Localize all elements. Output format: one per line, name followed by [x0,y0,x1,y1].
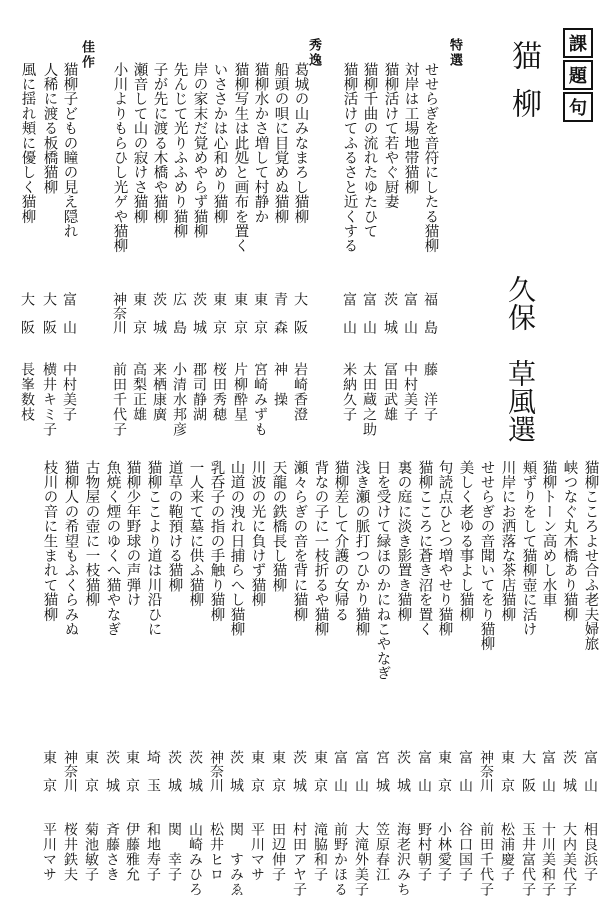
author-name: 平川マサ [41,822,57,882]
author-name: 藤 洋子 [422,362,438,422]
haiku-verse: 対岸は工場地帯猫柳 [402,62,419,195]
author-name: 大滝外美子 [353,822,369,897]
author-name: 郡司静湖 [191,362,207,422]
author-name: 神 操 [272,362,288,407]
author-name: 宮崎みずも [252,362,268,437]
author-name: 小林愛子 [436,822,452,882]
author-location: 東京 [124,750,140,806]
author-location: 大阪 [292,292,308,348]
haiku-verse: 乳呑子の指の手触り猫柳 [208,460,225,622]
author-name: 冨田武雄 [382,362,398,422]
author-location: 宮城 [374,750,390,806]
author-name: 高梨正雄 [131,362,147,422]
author-name: 滝脇和子 [312,822,328,882]
author-location: 大阪 [520,750,536,806]
haiku-verse: 船頭の唄に目覚めぬ猫柳 [272,62,289,224]
author-name: 田辺伸子 [270,822,286,882]
author-location: 東京 [436,750,452,806]
haiku-verse: 浅き瀬の脈打つひかり猫柳 [353,460,370,637]
author-location: 茨城 [291,750,307,806]
author-location: 東京 [211,292,227,348]
haiku-verse: 天龍の鉄橋長し猫柳 [270,460,287,593]
haiku-verse: 川波の光に負けず猫柳 [249,460,266,607]
author-name: 山崎みひろ [187,822,203,897]
haiku-verse: せせらぎの音聞いてをり猫柳 [478,460,495,652]
author-name: 桜井鉄夫 [62,822,78,882]
author-name: 前野かほる [332,822,348,897]
author-location: 東京 [83,750,99,806]
haiku-verse: いささかは心和めり猫柳 [211,62,228,224]
haiku-verse: 人稀に渡る板橋猫柳 [41,62,58,195]
haiku-verse: 瀬音して山の寂けさ猫柳 [131,62,148,224]
section-shusen: 秀逸 [306,38,321,68]
author-location: 富山 [540,750,556,806]
author-location: 茨城 [191,292,207,348]
judge-credit: 久保 草風選 [504,275,537,443]
haiku-verse: 瀬々らぎの音を背に猫柳 [291,460,308,622]
haiku-verse: 枝川の音に生まれて猫柳 [41,460,58,622]
theme-title: 猫柳 [506,40,541,136]
haiku-verse: せせらぎを音符にしたる猫柳 [422,62,439,254]
haiku-verse: 先んじて光りふふめり猫柳 [171,62,188,239]
author-name: 関 幸子 [166,822,182,882]
haiku-verse: 葛城の山みなまろし猫柳 [292,62,309,224]
author-location: 大阪 [19,292,35,348]
author-name: 相良浜子 [582,822,598,882]
haiku-verse: 峡つなぐ丸木橋あり猫柳 [561,460,578,622]
author-name: 海老沢みち [395,822,411,897]
haiku-verse: 古物屋の壺に一枝猫柳 [83,460,100,607]
author-location: 大阪 [41,292,57,348]
author-location: 東京 [270,750,286,806]
author-location: 富山 [582,750,598,806]
author-location: 東京 [312,750,328,806]
author-location: 茨城 [166,750,182,806]
author-name: 岩崎香澄 [292,362,308,422]
author-location: 東京 [252,292,268,348]
haiku-verse: 猫柳写生は此処と画布を置く [232,62,249,254]
author-name: 来栖康廣 [151,362,167,422]
author-location: 富山 [61,292,77,348]
haiku-verse: 猫柳水かさ増して村静か [252,62,269,224]
author-name: 小清水邦彦 [171,362,187,437]
author-location: 広島 [171,292,187,348]
haiku-verse: 猫柳活けて若やぐ厨妻 [382,62,399,209]
haiku-verse: 日を受けて緑ほのかにねこやなぎ [374,460,391,681]
author-location: 福島 [422,292,438,348]
author-name: 伊藤雅允 [124,822,140,882]
haiku-verse: 猫柳子どもの瞳の見え隠れ [61,62,78,239]
author-location: 埼玉 [145,750,161,806]
author-location: 東京 [249,750,265,806]
author-location: 富山 [402,292,418,348]
author-name: 和地寿子 [145,822,161,882]
author-name: 横井キミ子 [41,362,57,437]
author-name: 斉藤さき [104,822,120,882]
author-location: 東京 [41,750,57,806]
haiku-verse: 猫柳少年野球の声弾け [124,460,141,607]
author-location: 神奈川 [478,750,494,792]
haiku-verse: 小川よりもらひし光ゲや猫柳 [111,62,128,254]
haiku-verse: 猫柳千曲の流れたゆたひて [361,62,378,239]
author-name: 中村美子 [402,362,418,422]
haiku-verse: 裏の庭に淡き影置き猫柳 [395,460,412,622]
title-box-3: 句 [563,92,593,122]
author-name: 太田蔵之助 [361,362,377,437]
author-location: 富山 [353,750,369,806]
author-name: 平川マサ [249,822,265,882]
author-location: 神奈川 [62,750,78,792]
author-name: 長峯数枝 [19,362,35,422]
haiku-verse: 猫柳こころよせ合ふ老夫婦旅 [582,460,599,652]
author-name: 前田千代子 [111,362,127,437]
author-name: 笠原春江 [374,822,390,882]
haiku-verse: 子が先に渡る木橋や猫柳 [151,62,168,224]
author-location: 茨城 [151,292,167,348]
haiku-verse: 風に揺れ頬に優しく猫柳 [19,62,36,224]
author-name: 松井ヒロ [208,822,224,882]
author-name: 中村美子 [61,362,77,422]
author-name: 桜田秀穂 [211,362,227,422]
author-name: 片柳酔星 [232,362,248,422]
author-location: 東京 [232,292,248,348]
author-name: 菊池敏子 [83,822,99,882]
section-kasaku: 佳作 [79,40,94,70]
author-name: 米納久子 [341,362,357,422]
author-name: 玉井富代子 [520,822,536,897]
haiku-verse: 山道の洩れ日捕らへし猫柳 [228,460,245,637]
haiku-verse: 猫柳差して介護の女帰る [332,460,349,622]
haiku-verse: 一人来て墓に供ふ猫柳 [187,460,204,607]
author-name: 野村朝子 [416,822,432,882]
title-box-1: 課 [563,28,593,58]
haiku-verse: 頬ずりをして猫柳壺に活け [520,460,537,637]
author-location: 富山 [416,750,432,806]
author-name: 村田アヤ子 [291,822,307,897]
author-location: 東京 [499,750,515,806]
haiku-verse: 猫柳ここより道は川沿ひに [145,460,162,637]
author-location: 富山 [361,292,377,348]
author-location: 神奈川 [111,292,127,334]
author-location: 富山 [332,750,348,806]
haiku-verse: 背なの子に一枝折るや猫柳 [312,460,329,637]
haiku-verse: 美しく老ゆる事よし猫柳 [457,460,474,622]
author-location: 茨城 [104,750,120,806]
author-location: 富山 [341,292,357,348]
title-box-2: 題 [563,60,593,90]
author-location: 富山 [457,750,473,806]
author-location: 青森 [272,292,288,348]
haiku-verse: 魚焼く煙のゆくへ猫やなぎ [104,460,121,637]
haiku-verse: 猫柳人の希望もふくらみぬ [62,460,79,637]
haiku-verse: 猫柳トーン高めし水車 [540,460,557,607]
author-name: 関 すみゑ [228,822,244,897]
haiku-verse: 川岸にお洒落な茶店猫柳 [499,460,516,622]
section-tokusen: 特選 [447,38,462,68]
author-location: 神奈川 [208,750,224,792]
author-location: 茨城 [561,750,577,806]
haiku-verse: 猫柳活けてふるさと近くする [341,62,358,254]
author-location: 東京 [131,292,147,348]
author-name: 十川美和子 [540,822,556,897]
haiku-verse: 道草の鞄預ける猫柳 [166,460,183,593]
author-location: 茨城 [395,750,411,806]
author-name: 松浦慶子 [499,822,515,882]
author-location: 茨城 [382,292,398,348]
author-name: 前田千代子 [478,822,494,897]
haiku-verse: 岸の家末だ覚めやらず猫柳 [191,62,208,239]
author-location: 茨城 [187,750,203,806]
author-name: 大内美代子 [561,822,577,897]
author-name: 谷口国子 [457,822,473,882]
haiku-verse: 猫柳こころに蒼き沼を置く [416,460,433,637]
author-location: 茨城 [228,750,244,806]
haiku-verse: 句読点ひとつ増やせり猫柳 [436,460,453,637]
